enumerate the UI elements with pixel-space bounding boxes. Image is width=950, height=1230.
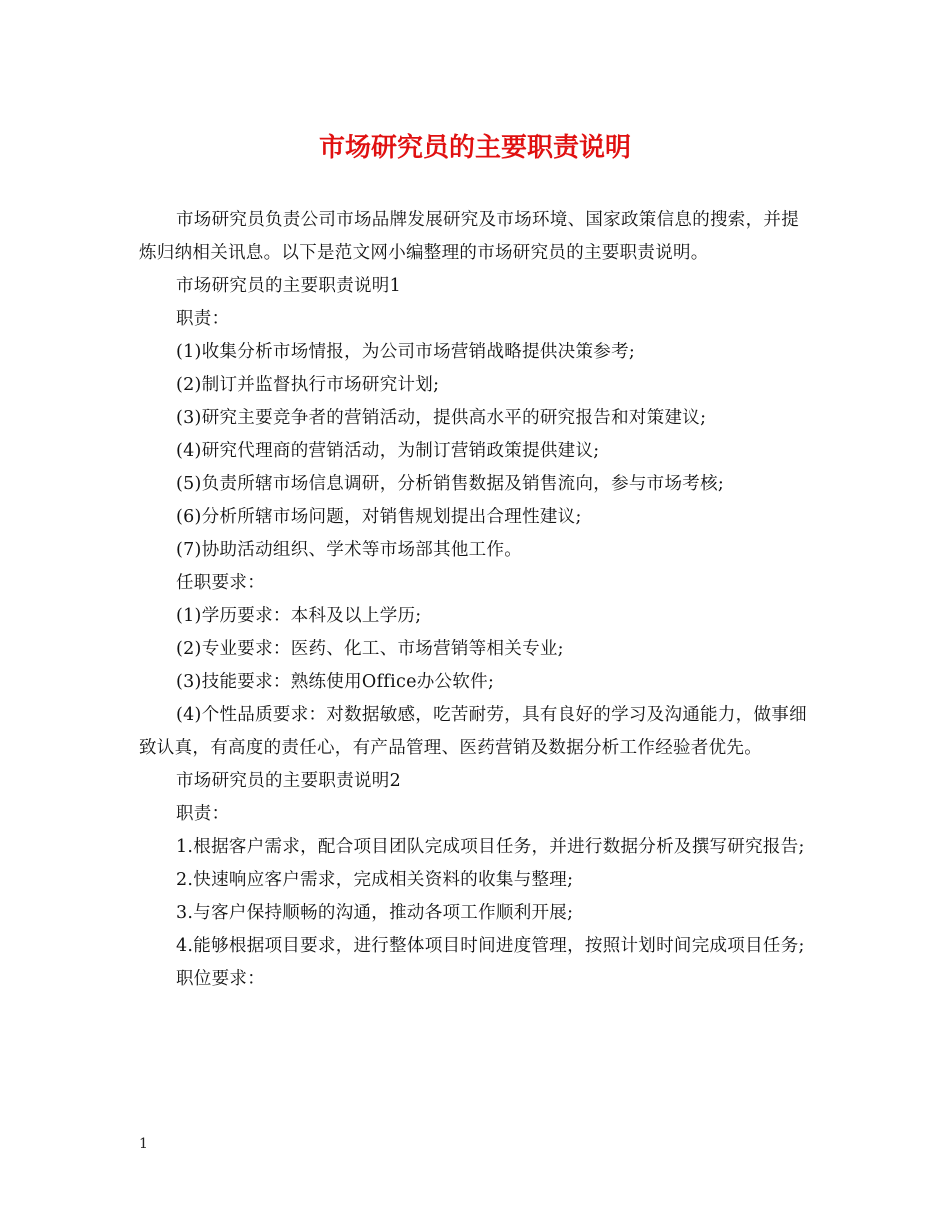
- page-title: 市场研究员的主要职责说明: [318, 133, 631, 163]
- requirement-item: (4)个性品质要求：对数据敏感，吃苦耐劳，具有良好的学习及沟通能力，做事细致认真，有高度的责任心，有产品管理、医药营销及数据分析工作经验者优先。: [139, 705, 807, 758]
- page-number: 1: [139, 1136, 148, 1152]
- intro-paragraph: 市场研究员负责公司市场品牌发展研究及市场环境、国家政策信息的搜索，并提炼归纳相关讯息。以下是范文网小编整理的市场研究员的主要职责说明。: [139, 210, 799, 263]
- duty-item: (1)收集分析市场情报，为公司市场营销战略提供决策参考;: [176, 342, 636, 362]
- section-heading-1: 市场研究员的主要职责说明1: [176, 276, 402, 296]
- duty-item: (6)分析所辖市场问题，对销售规划提出合理性建议;: [176, 507, 582, 527]
- position-requirements-label: 职位要求：: [176, 969, 265, 989]
- duty-item: (2)制订并监督执行市场研究计划;: [176, 375, 440, 395]
- requirements-label-1: 任职要求：: [176, 573, 265, 593]
- requirement-item: (1)学历要求：本科及以上学历;: [176, 606, 422, 626]
- document-body: [139, 204, 815, 996]
- duties-label-2: 职责：: [176, 804, 230, 824]
- duty-item: 2.快速响应客户需求，完成相关资料的收集与整理;: [176, 870, 574, 890]
- duty-item: 3.与客户保持顺畅的沟通，推动各项工作顺利开展;: [176, 903, 574, 923]
- duty-item: (5)负责所辖市场信息调研，分析销售数据及销售流向，参与市场考核;: [176, 474, 725, 494]
- requirement-item: (2)专业要求：医药、化工、市场营销等相关专业;: [176, 639, 564, 659]
- duty-item: 4.能够根据项目要求，进行整体项目时间进度管理，按照计划时间完成项目任务;: [176, 936, 805, 956]
- requirement-item: (3)技能要求：熟练使用Office办公软件;: [176, 672, 495, 692]
- duty-item: (3)研究主要竞争者的营销活动，提供高水平的研究报告和对策建议;: [176, 408, 707, 428]
- duty-item: (4)研究代理商的营销活动，为制订营销政策提供建议;: [176, 441, 600, 461]
- section-heading-2: 市场研究员的主要职责说明2: [176, 771, 402, 791]
- duty-item: (7)协助活动组织、学术等市场部其他工作。: [176, 540, 523, 560]
- duties-label-1: 职责：: [176, 309, 230, 329]
- duty-item: 1.根据客户需求，配合项目团队完成项目任务，并进行数据分析及撰写研究报告;: [176, 837, 805, 857]
